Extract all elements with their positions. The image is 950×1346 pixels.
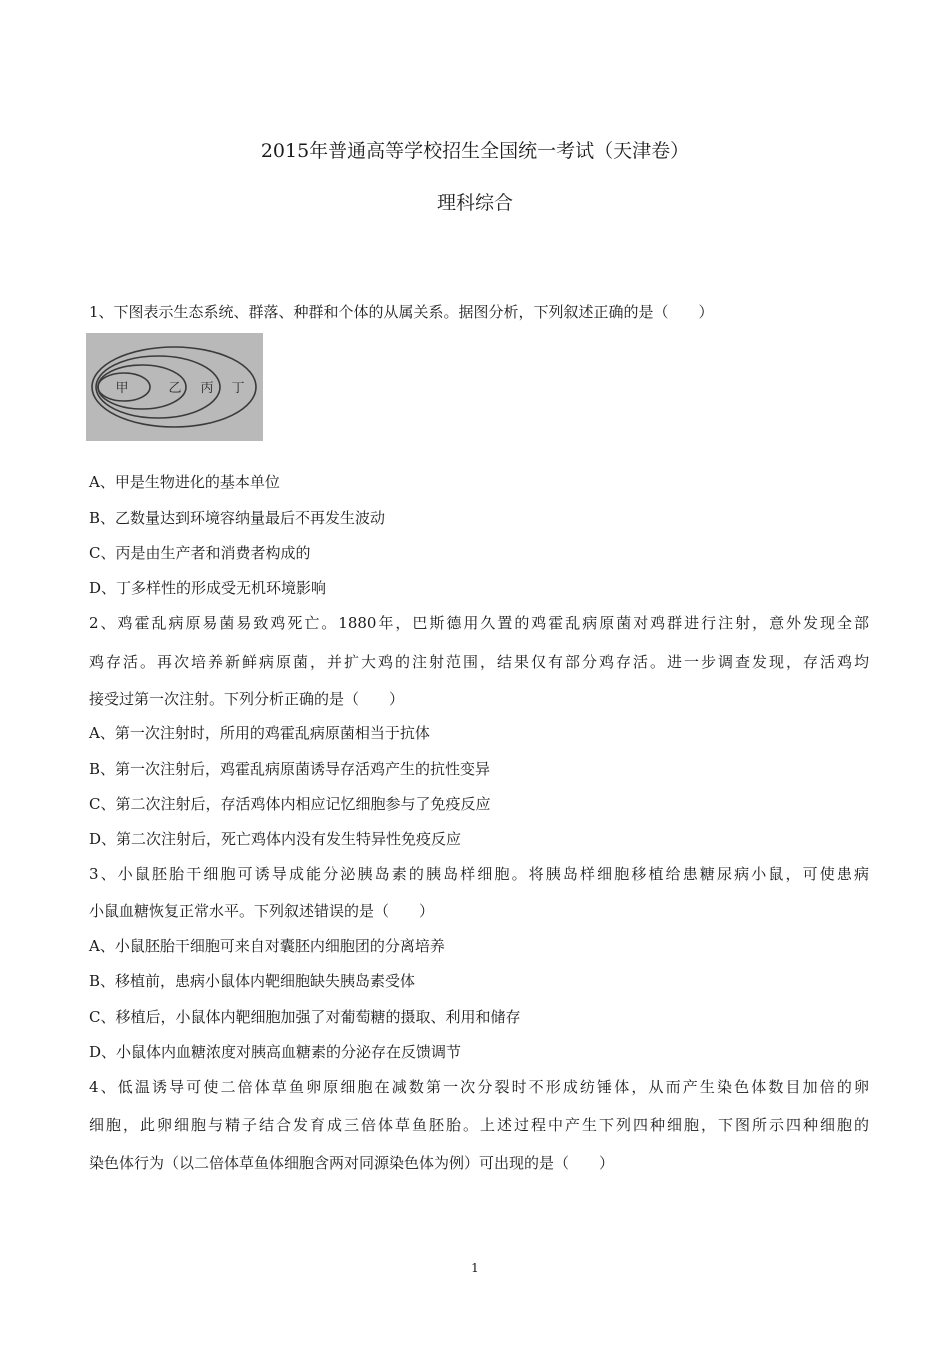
question-2-stem-line-3: 接受过第一次注射。下列分析正确的是（ ） [89, 690, 405, 708]
question-4-stem-line-1: 4、低温诱导可使二倍体草鱼卵原细胞在减数第一次分裂时不形成纺锤体，从而产生染色体数目加倍的卵 [89, 1078, 869, 1096]
question-1-option-c: C、丙是由生产者和消费者构成的 [89, 544, 311, 562]
question-2-option-d: D、第二次注射后，死亡鸡体内没有发生特异性免疫反应 [89, 830, 462, 848]
question-2-stem-line-2: 鸡存活。再次培养新鲜病原菌，并扩大鸡的注射范围，结果仅有部分鸡存活。进一步调查发现，存活鸡均 [89, 653, 869, 671]
question-3-option-b: B、移植前，患病小鼠体内靶细胞缺失胰岛素受体 [89, 972, 416, 990]
question-2-stem-line-1: 2、鸡霍乱病原易菌易致鸡死亡。1880年，巴斯德用久置的鸡霍乱病原菌对鸡群进行注射，意外发现全部 [89, 614, 869, 632]
question-1-option-b: B、乙数量达到环境容纳量最后不再发生波动 [89, 509, 386, 527]
question-2-option-a: A、第一次注射时，所用的鸡霍乱病原菌相当于抗体 [89, 724, 430, 742]
question-3-stem-line-1: 3、小鼠胚胎干细胞可诱导成能分泌胰岛素的胰岛样细胞。将胰岛样细胞移植给患糖尿病小鼠，可使患病 [89, 865, 869, 883]
question-1-option-d: D、丁多样性的形成受无机环境影响 [89, 579, 327, 597]
question-1-option-a: A、甲是生物进化的基本单位 [89, 473, 280, 491]
question-4-stem-line-2: 细胞，此卵细胞与精子结合发育成三倍体草鱼胚胎。上述过程中产生下列四种细胞，下图所示四种细胞的 [89, 1116, 869, 1134]
question-2-option-b: B、第一次注射后，鸡霍乱病原菌诱导存活鸡产生的抗性变异 [89, 760, 491, 778]
label-ding: 丁 [231, 381, 245, 396]
question-1-stem: 1、下图表示生态系统、群落、种群和个体的从属关系。据图分析，下列叙述正确的是（ ） [89, 303, 714, 321]
question-3-option-d: D、小鼠体内血糖浓度对胰高血糖素的分泌存在反馈调节 [89, 1043, 462, 1061]
label-jia: 甲 [115, 381, 129, 396]
question-3-option-a: A、小鼠胚胎干细胞可来自对囊胚内细胞团的分离培养 [89, 937, 445, 955]
label-bing: 丙 [200, 381, 214, 396]
question-3-option-c: C、移植后，小鼠体内靶细胞加强了对葡萄糖的摄取、利用和储存 [89, 1008, 521, 1026]
label-yi: 乙 [168, 381, 182, 396]
exam-title: 2015年普通高等学校招生全国统一考试（天津卷） [260, 140, 690, 162]
page-number: 1 [471, 1261, 479, 1275]
question-3-stem-line-2: 小鼠血糖恢复正常水平。下列叙述错误的是（ ） [89, 902, 435, 920]
question-4-stem-line-3: 染色体行为（以二倍体草鱼体细胞含两对同源染色体为例）可出现的是（ ） [89, 1154, 615, 1172]
question-2-option-c: C、第二次注射后，存活鸡体内相应记忆细胞参与了免疫反应 [89, 795, 491, 813]
exam-subtitle: 理科综合 [436, 192, 513, 214]
nested-ellipses-figure [86, 333, 263, 441]
